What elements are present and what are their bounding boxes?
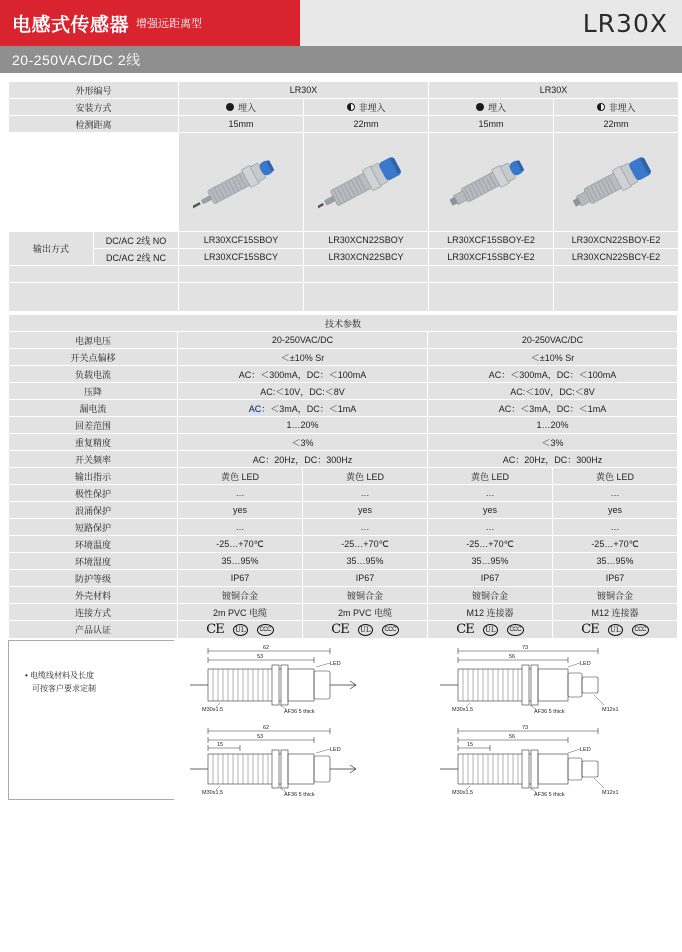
- part-nc-3: LR30XCF15SBCY-E2: [429, 249, 553, 265]
- dimension-drawing: [430, 641, 670, 719]
- svg-text:73: 73: [521, 725, 528, 731]
- spec-value: 20-250VAC/DC: [178, 332, 427, 348]
- note-box: [8, 640, 174, 800]
- spec-value: M12 连接器: [553, 604, 677, 620]
- spec-value: 镀铜合金: [553, 587, 677, 603]
- table-row: [9, 587, 677, 603]
- table-row: [9, 133, 678, 231]
- ce-icon: CE: [456, 622, 474, 637]
- svg-text:AF36 5 thick: AF36 5 thick: [533, 792, 565, 798]
- row-label-output-mode: 输出方式: [9, 232, 93, 265]
- table-row: [9, 570, 677, 586]
- note-line-1: • 电缆线材料及长度: [25, 671, 95, 680]
- header-model: LR30X: [582, 8, 668, 38]
- table-row: [9, 99, 678, 115]
- svg-text:62: 62: [262, 645, 269, 651]
- spec-label: 连接方式: [9, 604, 177, 620]
- svg-text:LED: LED: [329, 747, 341, 753]
- drawings-columns: [175, 640, 674, 800]
- note-text: [25, 669, 96, 695]
- page-header: [0, 0, 682, 46]
- model-table: [8, 81, 679, 312]
- table-row: [9, 400, 677, 416]
- ccc-icon: CCC: [507, 624, 524, 636]
- table-row: [9, 536, 677, 552]
- spec-value: …: [553, 519, 677, 535]
- spec-value: ＜3%: [178, 434, 427, 450]
- table-row: [9, 82, 678, 98]
- sensing-distance-2: 22mm: [304, 116, 428, 132]
- spec-value: yes: [428, 502, 552, 518]
- spec-value: AC：20Hz，DC：300Hz: [178, 451, 427, 467]
- svg-text:AF36 5 thick: AF36 5 thick: [283, 709, 315, 715]
- sensor-illustration: [568, 140, 664, 224]
- ccc-icon: CCC: [257, 624, 274, 636]
- cert-cell-3: [428, 621, 552, 638]
- spacer-cell: [9, 283, 178, 311]
- model-header-1: LR30X: [179, 82, 428, 98]
- spec-value: AC：20Hz，DC：300Hz: [428, 451, 677, 467]
- spec-value: 镀铜合金: [178, 587, 302, 603]
- svg-text:M30x1.5: M30x1.5: [451, 790, 473, 796]
- svg-text:M12x1: M12x1: [601, 790, 619, 796]
- spec-value: AC:＜10V，DC:＜8V: [178, 383, 427, 399]
- spec-value: AC：＜300mA，DC：＜100mA: [178, 366, 427, 382]
- spec-label: 开关频率: [9, 451, 177, 467]
- mounting-label: 埋入: [238, 102, 257, 113]
- cert-cell-1: [178, 621, 302, 638]
- spec-value: yes: [553, 502, 677, 518]
- svg-text:M12x1: M12x1: [601, 707, 619, 713]
- spec-value: ＜±10% Sr: [178, 349, 427, 365]
- table-row: [9, 434, 677, 450]
- table-row: [9, 332, 677, 348]
- non-flush-icon: [347, 103, 355, 111]
- svg-text:AF36 5 thick: AF36 5 thick: [283, 792, 315, 798]
- page-subtitle: 增强远距离型: [136, 17, 203, 30]
- flush-icon: [226, 103, 234, 111]
- spec-value: 黄色 LED: [428, 468, 552, 484]
- cert-cell-4: [553, 621, 677, 638]
- spec-label: 重复精度: [9, 434, 177, 450]
- spec-label: 回差范围: [9, 417, 177, 433]
- drawing-col-cable: [175, 640, 424, 800]
- drawing-col-connector: [425, 640, 674, 800]
- part-nc-4: LR30XCN22SBCY-E2: [554, 249, 678, 265]
- mounting-nonflush-1: [304, 99, 428, 115]
- spacer-cell: [554, 283, 678, 311]
- dimension-drawing: [180, 641, 420, 719]
- spec-value: 20-250VAC/DC: [428, 332, 677, 348]
- svg-text:M30x1.5: M30x1.5: [451, 707, 473, 713]
- svg-text:53: 53: [256, 654, 263, 660]
- spec-value: -25…+70℃: [303, 536, 427, 552]
- part-no-1: LR30XCF15SBOY: [179, 232, 303, 248]
- svg-text:LED: LED: [329, 661, 341, 667]
- spec-value: -25…+70℃: [178, 536, 302, 552]
- spacer-cell: [554, 266, 678, 282]
- ccc-icon: CCC: [632, 624, 649, 636]
- output-type-nc: DC/AC 2线 NC: [94, 249, 178, 265]
- spec-value: 2m PVC 电缆: [178, 604, 302, 620]
- drawing-cable-top: [175, 640, 424, 720]
- table-row: [9, 502, 677, 518]
- table-row: [9, 315, 677, 331]
- spec-sheet: [0, 73, 682, 800]
- sensor-illustration: [443, 140, 539, 224]
- row-label-mounting: 安装方式: [9, 99, 178, 115]
- sensor-photo-2: [304, 133, 428, 231]
- spec-label: 负载电流: [9, 366, 177, 382]
- spec-value: M12 连接器: [428, 604, 552, 620]
- spec-label: 防护等级: [9, 570, 177, 586]
- sensor-photo-4: [554, 133, 678, 231]
- spec-value: 黄色 LED: [553, 468, 677, 484]
- spec-value: IP67: [178, 570, 302, 586]
- part-no-4: LR30XCN22SBOY-E2: [554, 232, 678, 248]
- spec-label: 浪涌保护: [9, 502, 177, 518]
- ce-icon: CE: [331, 622, 349, 637]
- mounting-flush-1: [179, 99, 303, 115]
- table-row: [9, 283, 678, 311]
- ul-icon: UL: [358, 624, 373, 636]
- dimension-drawing: [430, 721, 670, 799]
- part-no-2: LR30XCN22SBOY: [304, 232, 428, 248]
- spec-value: …: [178, 485, 302, 501]
- spec-label: 短路保护: [9, 519, 177, 535]
- spacer-cell: [179, 266, 303, 282]
- spec-value: IP67: [428, 570, 552, 586]
- output-type-no: DC/AC 2线 NO: [94, 232, 178, 248]
- svg-text:M30x1.5: M30x1.5: [201, 707, 223, 713]
- svg-text:LED: LED: [579, 661, 591, 667]
- note-clip-shape: [9, 641, 174, 799]
- svg-text:53: 53: [256, 734, 263, 740]
- mounting-flush-2: [429, 99, 553, 115]
- spec-label: 环境湿度: [9, 553, 177, 569]
- spec-value: …: [303, 485, 427, 501]
- svg-text:15: 15: [216, 742, 223, 748]
- table-row: [9, 383, 677, 399]
- svg-text:73: 73: [521, 645, 528, 651]
- tech-params-table: [8, 314, 678, 639]
- drawing-connector-bottom: [425, 720, 674, 800]
- spacer-cell: [429, 283, 553, 311]
- mounting-label: 埋入: [488, 102, 507, 113]
- table-row: [9, 451, 677, 467]
- mounting-nonflush-2: [554, 99, 678, 115]
- non-flush-icon: [597, 103, 605, 111]
- ce-icon: CE: [581, 622, 599, 637]
- spacer-cell: [429, 266, 553, 282]
- ul-icon: UL: [608, 624, 623, 636]
- spec-value: ＜3%: [428, 434, 677, 450]
- svg-text:15: 15: [466, 742, 473, 748]
- spec-value: 1…20%: [428, 417, 677, 433]
- part-nc-2: LR30XCN22SBCY: [304, 249, 428, 265]
- row-label-shape-code: 外形编号: [9, 82, 178, 98]
- dimension-drawing: [180, 721, 420, 799]
- spec-value: 镀铜合金: [428, 587, 552, 603]
- flush-icon: [476, 103, 484, 111]
- spec-value: IP67: [553, 570, 677, 586]
- table-row: [9, 604, 677, 620]
- note-line-2: 可按客户要求定制: [32, 684, 96, 693]
- svg-text:AF36 5 thick: AF36 5 thick: [533, 709, 565, 715]
- spacer-cell: [304, 283, 428, 311]
- spec-value: 黄色 LED: [178, 468, 302, 484]
- spec-label: 外壳材料: [9, 587, 177, 603]
- table-row: [9, 417, 677, 433]
- spec-value: -25…+70℃: [553, 536, 677, 552]
- table-row: [9, 232, 678, 248]
- mounting-label: 非埋入: [608, 102, 636, 113]
- spec-value-rest: ：＜3mA，DC：＜1mA: [261, 403, 357, 414]
- spec-label: 开关点偏移: [9, 349, 177, 365]
- table-row: [9, 266, 678, 282]
- svg-text:M30x1.5: M30x1.5: [201, 790, 223, 796]
- spec-value: …: [428, 519, 552, 535]
- table-row: [9, 519, 677, 535]
- sensing-distance-1: 15mm: [179, 116, 303, 132]
- part-no-3: LR30XCF15SBOY-E2: [429, 232, 553, 248]
- svg-text:56: 56: [508, 654, 515, 660]
- sensing-distance-4: 22mm: [554, 116, 678, 132]
- spec-value: …: [428, 485, 552, 501]
- spec-label: 输出指示: [9, 468, 177, 484]
- ul-icon: UL: [483, 624, 498, 636]
- spec-value: AC:＜10V，DC:＜8V: [428, 383, 677, 399]
- spec-value: AC：＜3mA，DC：＜1mA: [428, 400, 677, 416]
- spec-label: 环境温度: [9, 536, 177, 552]
- spec-value: 1…20%: [178, 417, 427, 433]
- spec-value: 镀铜合金: [303, 587, 427, 603]
- spec-value: yes: [303, 502, 427, 518]
- svg-text:62: 62: [262, 725, 269, 731]
- spacer-cell: [9, 266, 178, 282]
- spec-value: yes: [178, 502, 302, 518]
- sensing-distance-3: 15mm: [429, 116, 553, 132]
- spec-value: 黄色 LED: [303, 468, 427, 484]
- spec-label: 极性保护: [9, 485, 177, 501]
- section-header-tech-params: 技术参数: [9, 315, 677, 331]
- ce-icon: CE: [206, 622, 224, 637]
- part-nc-1: LR30XCF15SBCY: [179, 249, 303, 265]
- cert-cell-2: [303, 621, 427, 638]
- svg-text:LED: LED: [579, 747, 591, 753]
- spec-value: 35…95%: [553, 553, 677, 569]
- drawing-connector-top: [425, 640, 674, 720]
- spacer-cell: [304, 266, 428, 282]
- sensor-photo-3: [429, 133, 553, 231]
- table-row: [9, 249, 678, 265]
- spec-label: 产品认证: [9, 621, 177, 638]
- spec-value: ＜±10% Sr: [428, 349, 677, 365]
- table-row: [9, 553, 677, 569]
- drawings-section: [8, 640, 674, 800]
- ccc-icon: CCC: [382, 624, 399, 636]
- spec-value: IP67: [303, 570, 427, 586]
- spec-value: 35…95%: [303, 553, 427, 569]
- table-row: [9, 116, 678, 132]
- sensor-photo-1: [179, 133, 303, 231]
- mounting-label: 非埋入: [358, 102, 386, 113]
- svg-text:56: 56: [508, 734, 515, 740]
- highlighted-text: AC: [248, 403, 262, 414]
- spec-value: …: [178, 519, 302, 535]
- spec-value: 35…95%: [428, 553, 552, 569]
- spec-label: 电源电压: [9, 332, 177, 348]
- spec-value: 35…95%: [178, 553, 302, 569]
- table-row: [9, 485, 677, 501]
- spacer-cell: [179, 283, 303, 311]
- sensor-illustration: [318, 140, 414, 224]
- sensor-illustration: [193, 140, 289, 224]
- table-row: [9, 468, 677, 484]
- photo-spacer: [9, 133, 178, 231]
- spec-label: 漏电流: [9, 400, 177, 416]
- ul-icon: UL: [233, 624, 248, 636]
- spec-value: -25…+70℃: [428, 536, 552, 552]
- spec-value: 2m PVC 电缆: [303, 604, 427, 620]
- voltage-band: 20-250VAC/DC 2线: [0, 46, 682, 73]
- model-header-2: LR30X: [429, 82, 678, 98]
- table-row: [9, 366, 677, 382]
- table-row: [9, 621, 677, 638]
- header-red-band: [0, 0, 300, 46]
- spec-value: AC：＜300mA，DC：＜100mA: [428, 366, 677, 382]
- spec-value: …: [553, 485, 677, 501]
- row-label-sensing-distance: 检测距离: [9, 116, 178, 132]
- spec-label: 压降: [9, 383, 177, 399]
- spec-value: …: [303, 519, 427, 535]
- spec-value: [178, 400, 427, 416]
- drawing-cable-bottom: [175, 720, 424, 800]
- table-row: [9, 349, 677, 365]
- page-title: 电感式传感器: [12, 14, 130, 36]
